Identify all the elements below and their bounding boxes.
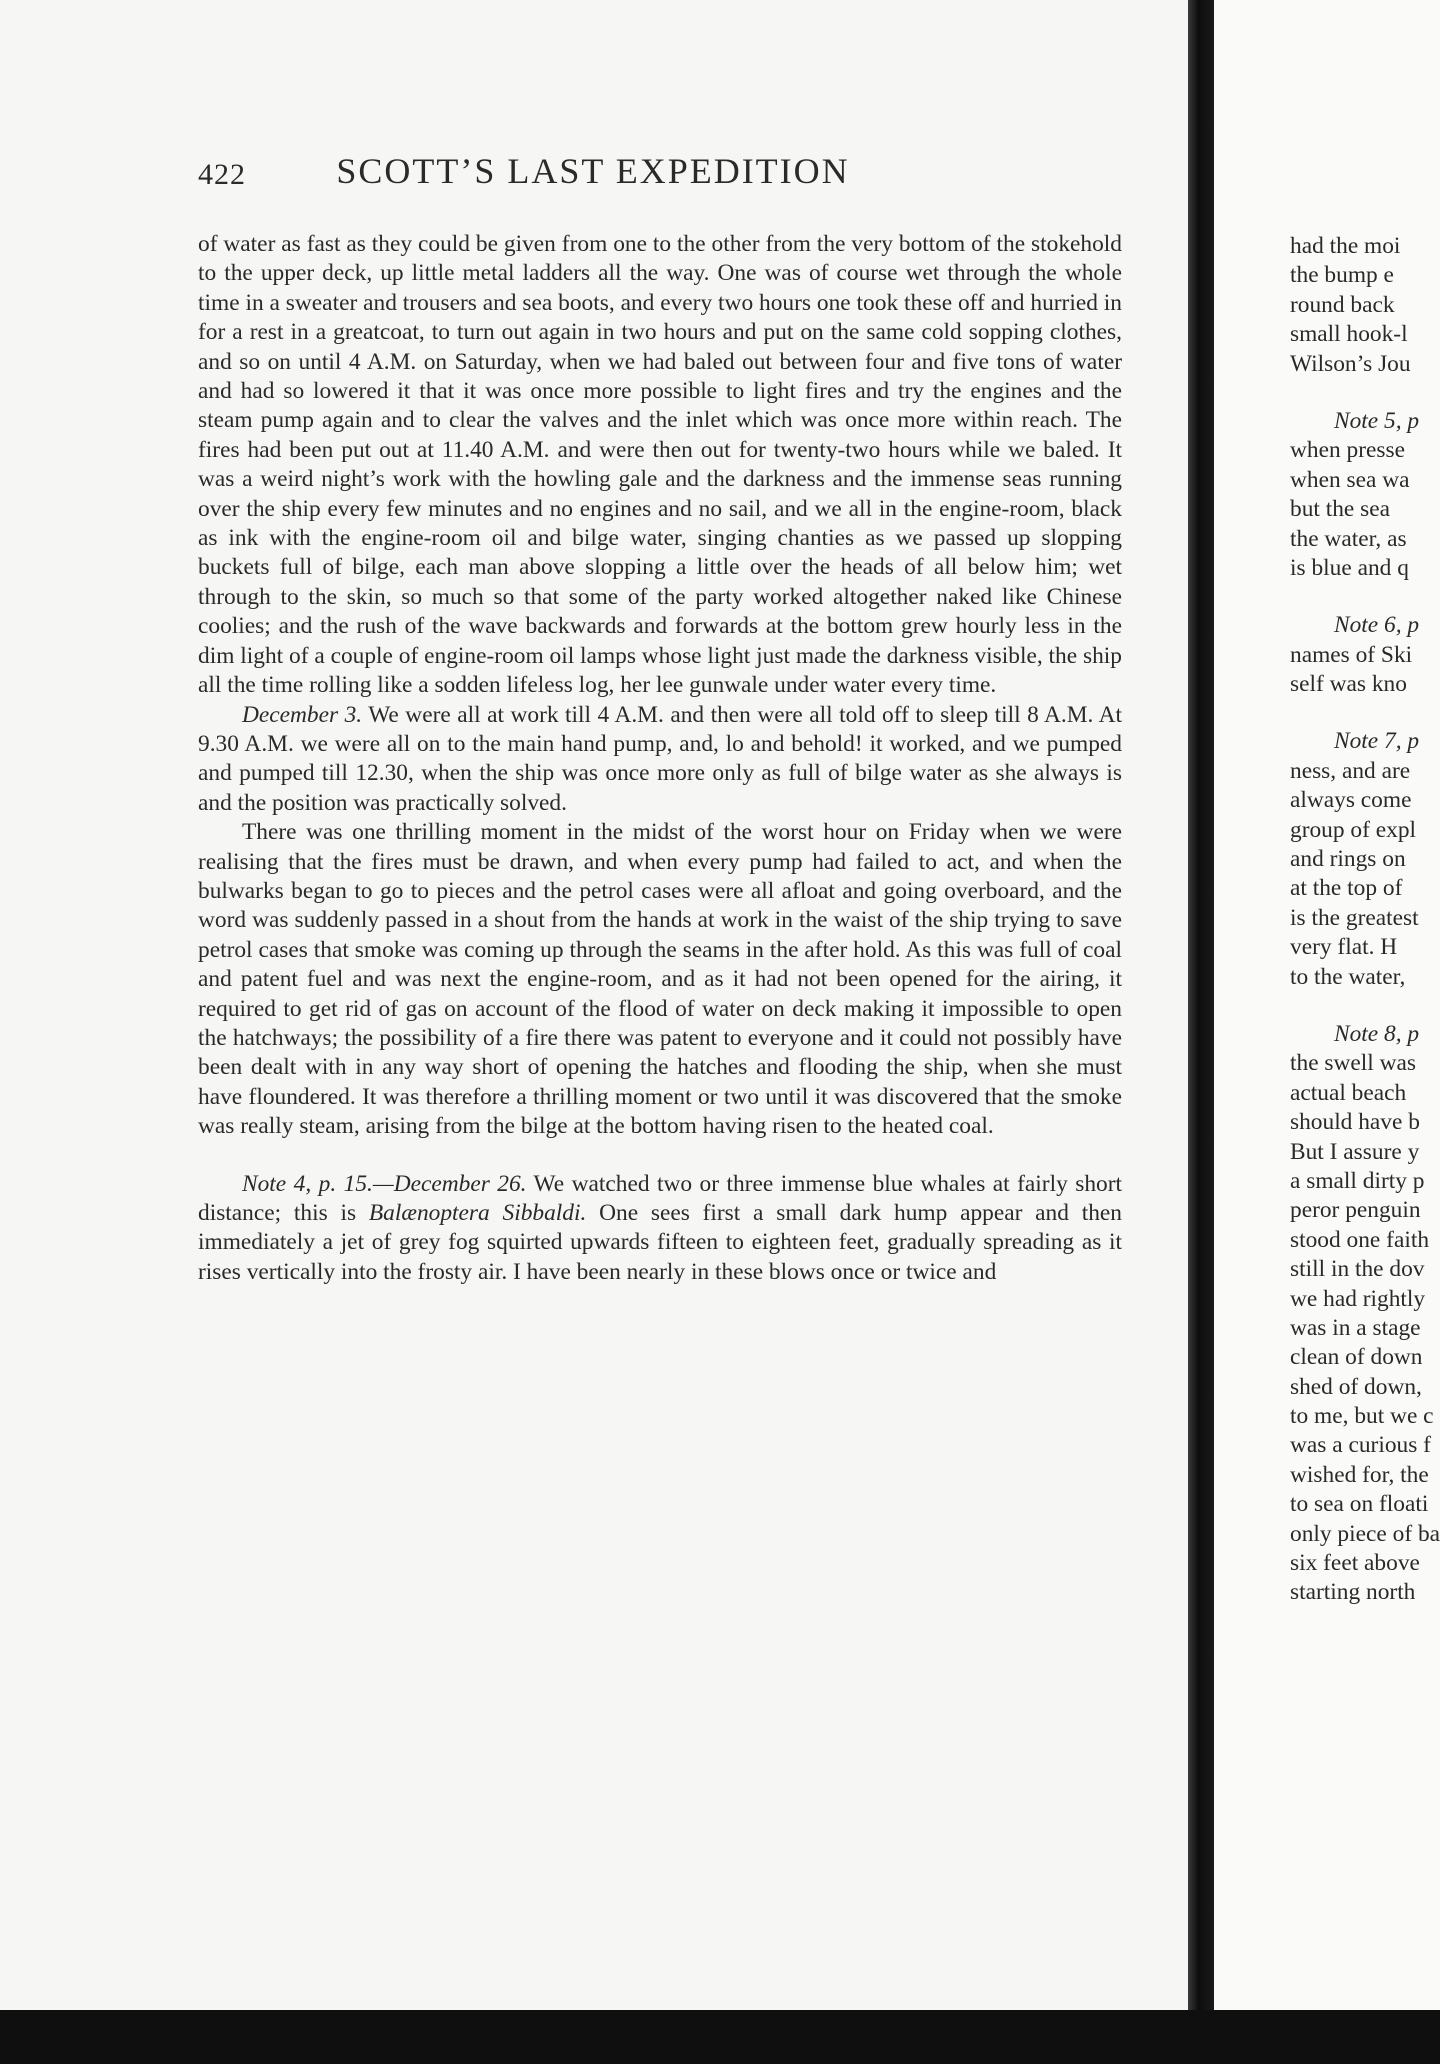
right-line: very flat. H [1290,934,1398,961]
right-line: wished for, the [1290,1461,1429,1488]
right-line: clean of down [1290,1344,1423,1371]
right-line: was a curious f [1290,1432,1431,1459]
paragraph-1: of water as fast as they could be given from one to the other from the very bottom of the stokehold to the upper deck, up little metal ladders all the way. One was of course wet through the whole time in a sweater and trousers and sea boots, and every two hours one took these off and hurried in for a rest in a greatcoat, to turn out again in two hours and put on the same cold sopping clothes, and so on until 4 A.M. on Saturday, when we had baled out between four and five tons of water and had so lowered it that it was once more possible to light fires and try the engines and the steam pump again and to clear the valves and the inlet which was once more within reach. The fires had been put out at 11.40 A.M. and were then out for twenty-two hours while we baled. It was a weird night’s work with the howling gale and the darkness and the immense seas running over the ship every few minutes and no engines and no sail, and we all in the engine-room, black as ink with the engine-room oil and bilge water, singing chanties as we passed up slopping buckets full of bilge, each man above slopping a little over the heads of all below him; wet through to the skin, so much so that some of the party worked altogether naked like Chinese coolies; and the rush of the wave backwards and forwards at the bottom grew hourly less in the dim light of a couple of engine-room oil lamps whose light just made the darkness visible, the ship all the time rolling like a sodden lifeless log, her lee gunwale under water every time. [198,231,1122,699]
right-block-2 [1290,407,1440,583]
right-line: stood one faith [1290,1226,1430,1253]
right-line: but the sea [1290,496,1391,523]
right-line: and rings on [1290,846,1406,873]
note-4-text-2: One sees first a small dark hump appear and then immediately a jet of grey fog squirted upwards fifteen to eighteen feet, gradually spreading as it rises vertically into the frosty air. I have been nearly in these blows once or twice and [198,1200,1122,1285]
book-gutter [1188,0,1214,2064]
right-line: the bump e [1290,262,1394,289]
right-block-5 [1290,1020,1440,1608]
scan-bottom-edge [0,2010,1440,2064]
right-line: Note 8, p [1334,1020,1420,1047]
right-line: peror penguin [1290,1197,1421,1224]
paragraph-2-date: December 3. [242,701,363,728]
note-4-text: We watched two or three immense blue whales at fairly short distance; this is [198,1170,1123,1226]
right-line: starting north [1290,1579,1416,1606]
running-title: SCOTT’S LAST EXPEDITION [336,151,850,191]
right-line: the water, as [1290,525,1407,552]
right-line: round back [1290,291,1395,318]
right-line: names of Ski [1290,641,1413,668]
right-line: to the water, [1290,963,1406,990]
right-line: to sea on floati [1290,1491,1429,1518]
right-page-text [1290,232,1440,1636]
right-line: self was kno [1290,671,1407,698]
right-line: was in a stage [1290,1314,1421,1341]
right-line: Note 7, p [1334,728,1420,755]
right-line: still in the dov [1290,1256,1425,1283]
right-line: Note 5, p [1334,407,1420,434]
right-line: a small dirty p [1290,1167,1425,1194]
page-number: 422 [198,158,246,191]
right-block-3 [1290,611,1440,699]
paragraph-2-text: We were all at work till 4 A.M. and then were all told off to sleep till 8 A.M. At 9.30 A.M. we were all on to the main hand pump, and, lo and behold! it worked, and we pumped and pumped till 12.30, when the ship was once more only as full of bilge water as she always is and the position was practically solved. [198,701,1122,816]
note-4 [198,1170,1122,1288]
right-line: six feet above [1290,1550,1420,1577]
right-block-1 [1290,232,1440,379]
right-line: to me, but we c [1290,1403,1434,1430]
right-line: small hook-l [1290,321,1408,348]
right-page [1214,0,1440,2010]
paragraph-2 [198,701,1122,819]
right-line: when sea wa [1290,466,1410,493]
right-line: actual beach [1290,1079,1407,1106]
right-line: But I assure y [1290,1138,1420,1165]
paragraph-3: There was one thrilling moment in the midst of the worst hour on Friday when we were realising that the fires must be drawn, and when every pump had failed to act, and when the bulwarks began to go to pieces and the petrol cases were all afloat and going overboard, and the word was suddenly passed in a shout from the hands at work in the waist of the ship trying to save petrol cases that smoke was coming up through the seams in the after hold. As this was full of coal and patent fuel and was next the engine-room, and as it had not been opened for the airing, it required to get rid of gas on account of the flood of water on deck making it impossible to open the hatchways; the possibility of a fire there was patent to everyone and it could not possibly have been dealt with in any way short of opening the hatches and flooding the ship, when she must have floundered. It was therefore a thrilling moment or two until it was discovered that the smoke was really steam, arising from the bilge at the bottom having risen to the heated coal. [198,819,1122,1140]
right-line: ness, and are [1290,757,1411,784]
right-line: should have b [1290,1109,1420,1136]
right-line: we had rightly [1290,1285,1426,1312]
right-line: the swell was [1290,1050,1417,1077]
right-line: is blue and q [1290,554,1409,581]
right-line: when presse [1290,437,1405,464]
right-line: Wilson’s Jou [1290,350,1411,377]
right-line: always come [1290,787,1412,814]
right-line: shed of down, [1290,1373,1422,1400]
right-block-4 [1290,727,1440,992]
right-line: Note 6, p [1334,612,1420,639]
right-line: at the top of [1290,875,1403,902]
note-4-species: Balænoptera Sibbaldi. [368,1200,587,1226]
right-line: is the greatest [1290,904,1419,931]
right-line: only piece of ba [1290,1520,1440,1547]
running-head [198,150,988,200]
note-4-label: Note 4, p. 15.—December 26. [242,1170,527,1197]
body-text [198,230,1122,1287]
right-line: group of expl [1290,816,1417,843]
right-line: had the moi [1290,233,1401,259]
